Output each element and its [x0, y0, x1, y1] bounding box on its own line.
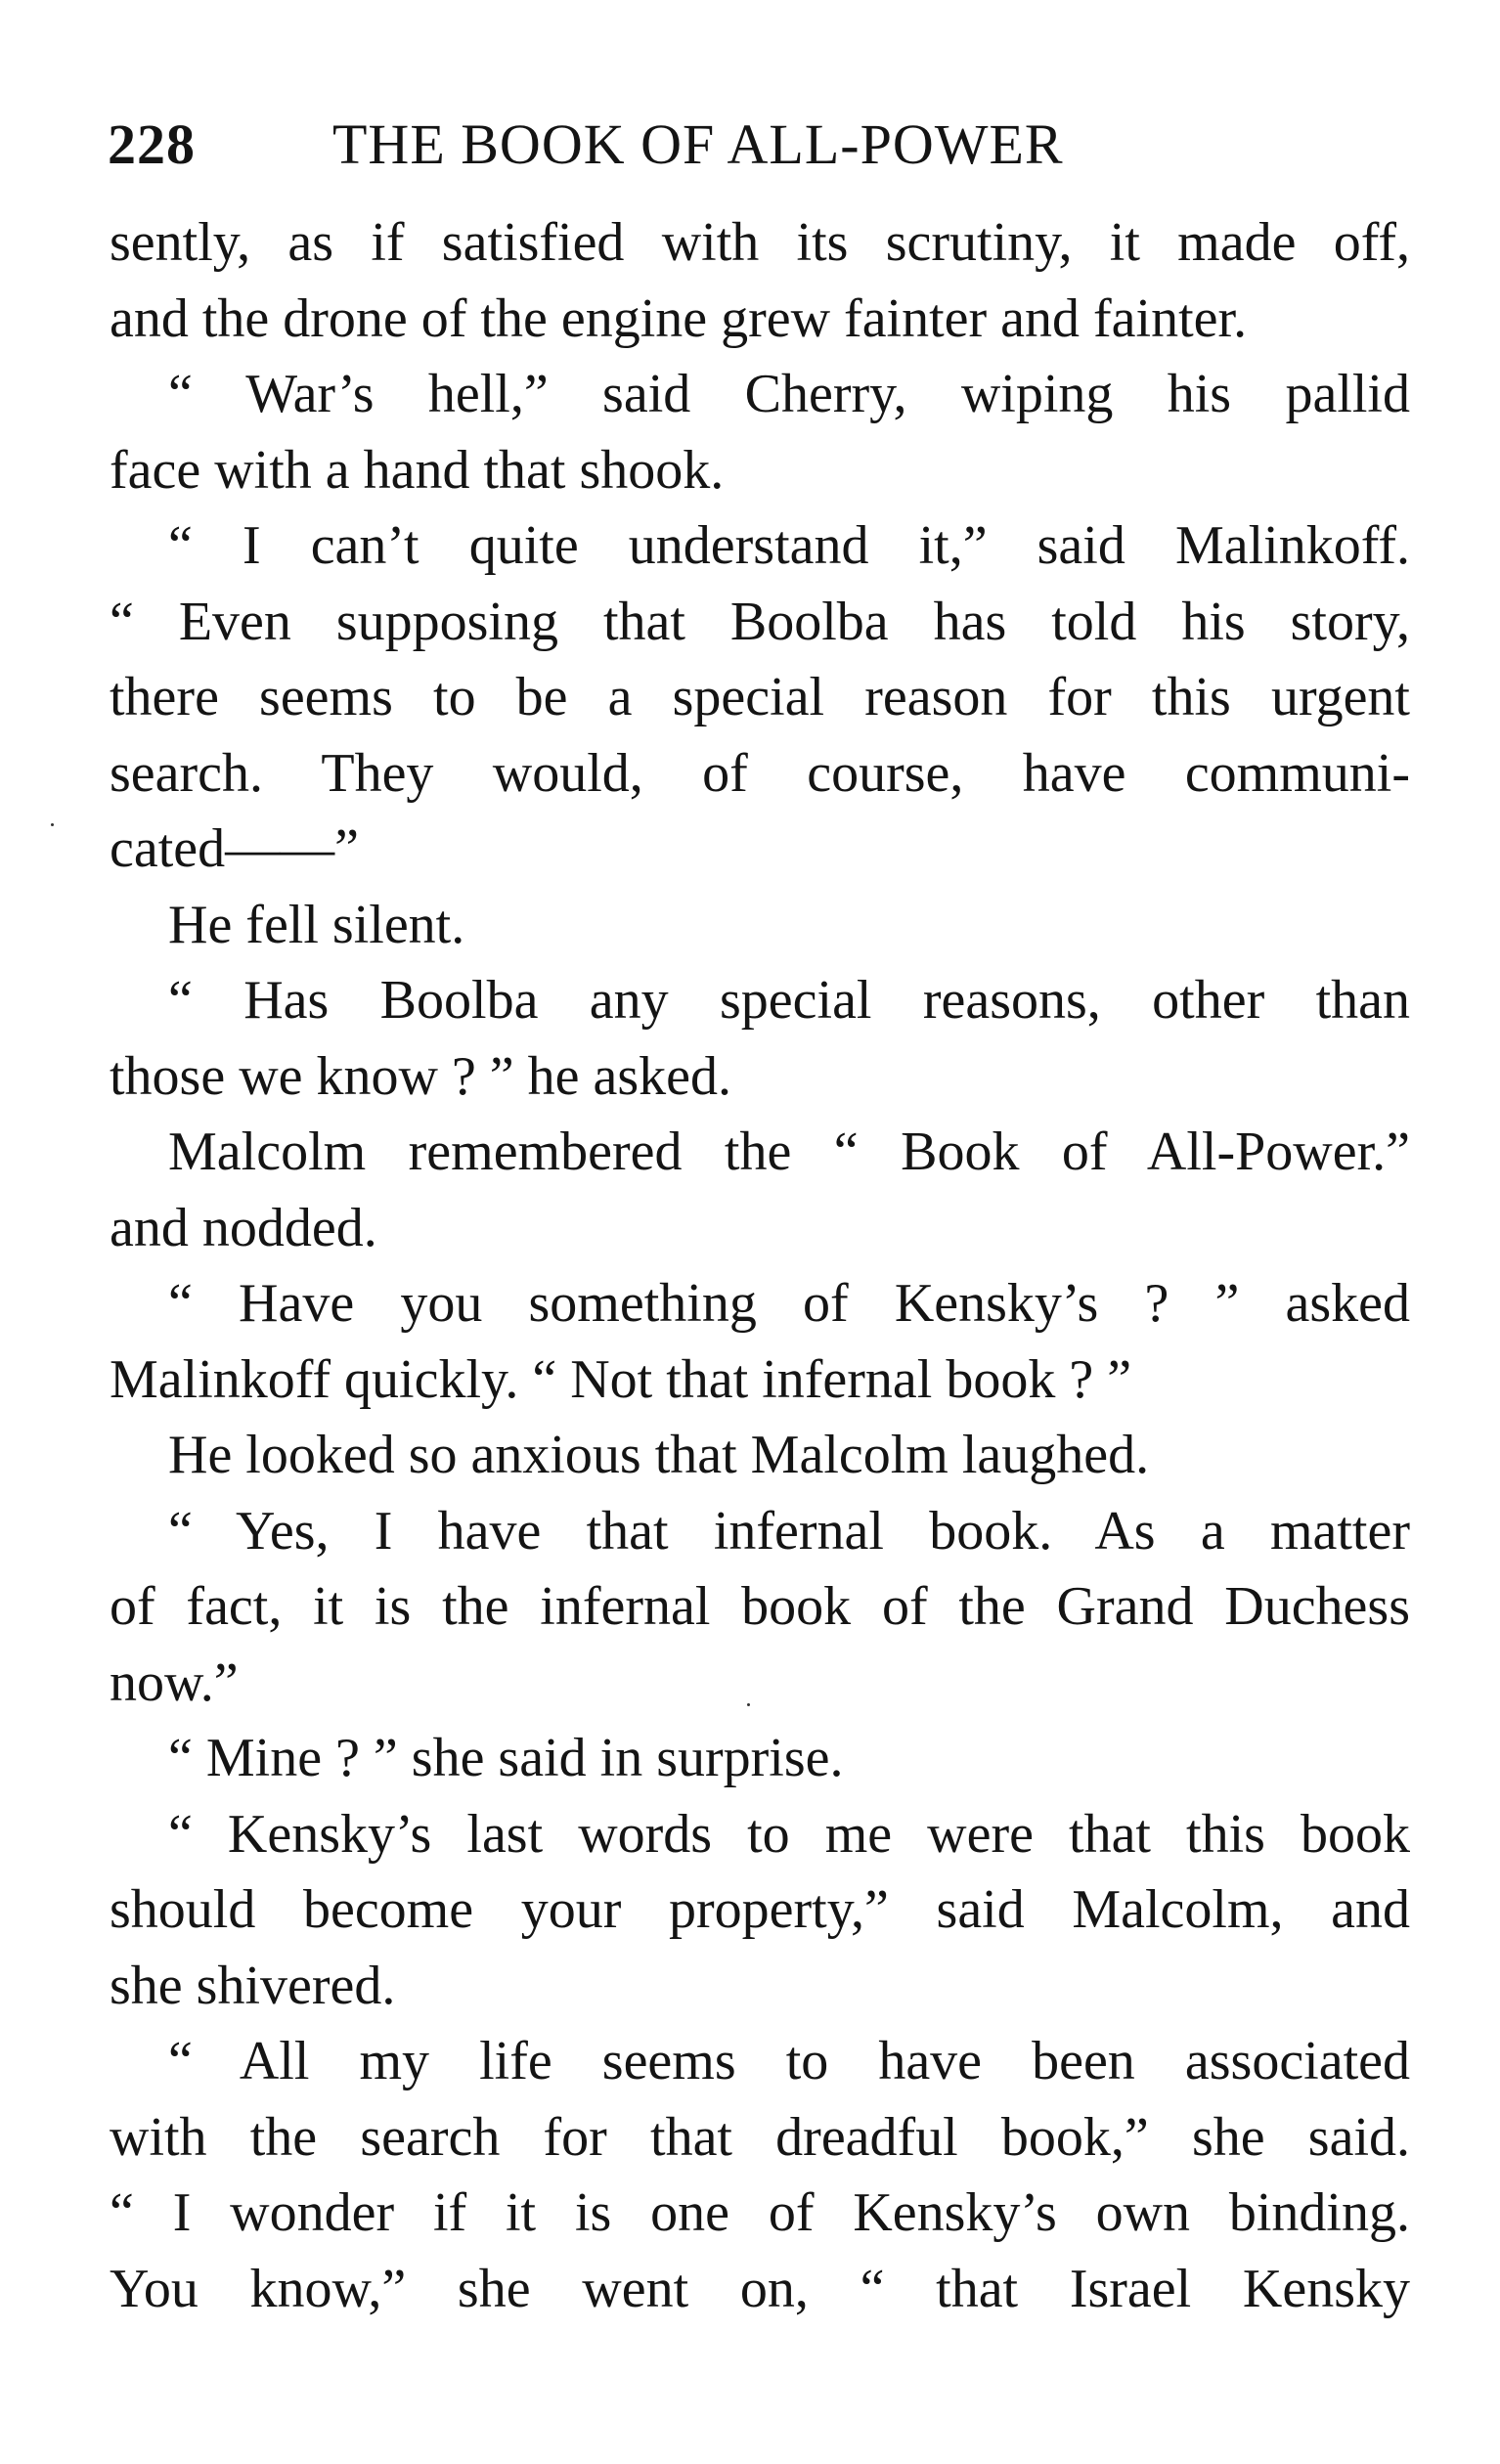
text-line: You know,” she went on, “ that Israel Kensky — [110, 2258, 1410, 2319]
text-line: “ Yes, I have that infernal book. As a matter — [168, 1500, 1410, 1562]
text-line: cated——” — [110, 818, 359, 879]
text-line: “ All my life seems to have been associated — [168, 2031, 1410, 2091]
text-line: Malinkoff quickly. “ Not that infernal book ? ” — [110, 1348, 1132, 1410]
text-line: face with a hand that shook. — [110, 439, 725, 501]
text-line: He fell silent. — [168, 894, 465, 955]
print-speck — [747, 1703, 750, 1706]
text-line: of fact, it is the infernal book of the Grand Duchess — [110, 1576, 1410, 1637]
text-line: there seems to be a special reason for this urgent — [110, 667, 1410, 727]
text-line: she shivered. — [110, 1955, 396, 2016]
text-line: “ Have you something of Kensky’s ? ” asked — [168, 1273, 1410, 1334]
text-line: “ Has Boolba any special reasons, other than — [168, 970, 1410, 1031]
body-text — [110, 205, 1410, 2327]
text-line: should become your property,” said Malcolm, and — [110, 1879, 1410, 1940]
text-line: and nodded. — [110, 1197, 377, 1258]
text-line: sently, as if satisfied with its scrutiny, it made off, — [110, 212, 1410, 273]
text-line: “ I wonder if it is one of Kensky’s own binding. — [110, 2182, 1410, 2243]
running-title: THE BOOK OF ALL-POWER — [332, 112, 1064, 176]
text-line: with the search for that dreadful book,” she said. — [110, 2106, 1410, 2168]
text-line: and the drone of the engine grew fainter and fainter. — [110, 287, 1248, 349]
text-line: Malcolm remembered the “ Book of All-Power.” — [168, 1122, 1410, 1182]
text-line: now.” — [110, 1651, 239, 1713]
text-line: “ I can’t quite understand it,” said Malinkoff. — [168, 515, 1410, 576]
print-speck — [51, 823, 54, 826]
text-line: “ Kensky’s last words to me were that this book — [168, 1803, 1410, 1865]
text-line: search. They would, of course, have communi- — [110, 742, 1410, 804]
text-line: He looked so anxious that Malcolm laughed. — [168, 1425, 1150, 1485]
page-number: 228 — [108, 112, 196, 176]
text-line: “ Even supposing that Boolba has told his story, — [110, 591, 1410, 652]
text-line: “ War’s hell,” said Cherry, wiping his pallid — [168, 364, 1410, 424]
running-head — [108, 106, 1418, 184]
text-line: “ Mine ? ” she said in surprise. — [168, 1728, 844, 1788]
text-line: those we know ? ” he asked. — [110, 1045, 732, 1107]
